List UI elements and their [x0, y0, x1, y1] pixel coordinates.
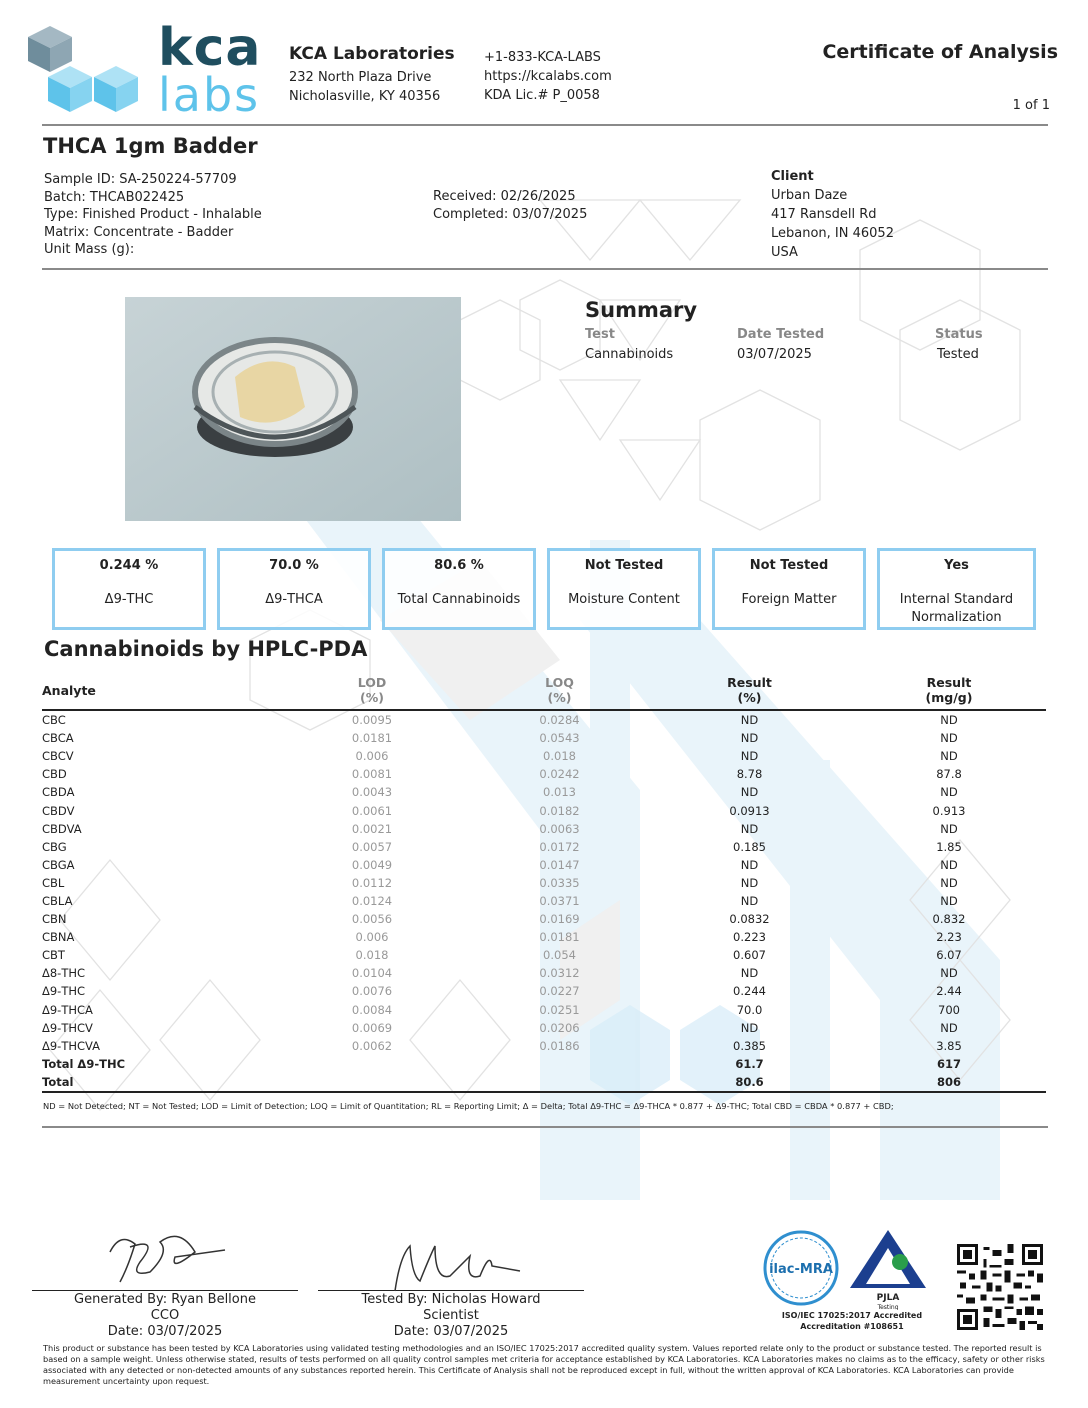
table-row	[42, 874, 1046, 892]
loq-cell: 0.0543	[539, 731, 580, 746]
table-row	[42, 856, 1046, 874]
sample-id: Sample ID: SA-250224-57709	[44, 172, 237, 187]
loq-cell: 0.0251	[539, 1002, 580, 1017]
analyte-cell: CBCV	[42, 749, 74, 764]
result-mg-cell: 1.85	[936, 839, 962, 854]
analyte-cell: CBC	[42, 713, 66, 728]
signer-date: Date: 03/07/2025	[393, 1324, 509, 1339]
result-mg-cell: ND	[940, 731, 958, 746]
accreditation-line1: ISO/IEC 17025:2017 Accredited	[781, 1311, 923, 1320]
analyte-cell: Total	[42, 1074, 74, 1089]
lod-cell: 0.0076	[351, 984, 393, 999]
analyte-cell: Δ9-THCA	[42, 1002, 93, 1017]
result-pct-cell: 0.607	[733, 948, 766, 963]
table-row	[42, 820, 1046, 838]
product-name: THCA 1gm Badder	[43, 134, 258, 158]
footnote-divider	[42, 1126, 1048, 1128]
result-pct-cell: 0.244	[733, 984, 766, 999]
accreditation-line2: Accreditation #108651	[800, 1322, 904, 1331]
result-pct-cell: ND	[740, 713, 759, 728]
result-mg-cell: ND	[940, 713, 958, 728]
result-pct-cell: 0.0913	[729, 803, 770, 818]
result-pct-cell: 0.185	[733, 839, 766, 854]
loq-cell: 0.0284	[539, 713, 580, 728]
loq-cell: 0.054	[543, 948, 576, 963]
sample-divider	[42, 268, 1048, 270]
table-row	[42, 801, 1046, 819]
svg-text:PJLA: PJLA	[876, 1293, 900, 1303]
kca-cubes-logo-icon	[28, 26, 140, 116]
lod-cell: 0.006	[355, 749, 389, 764]
table-header-row	[42, 671, 1046, 710]
key-result-moisture	[547, 548, 701, 630]
summary-date: 03/07/2025	[737, 347, 812, 362]
table-row	[42, 1037, 1046, 1055]
sample-photo	[125, 297, 461, 521]
loq-cell: 0.0172	[539, 839, 580, 854]
result-pct-cell: ND	[740, 857, 759, 872]
cannabinoids-table	[42, 671, 1046, 1093]
lod-cell: 0.0084	[351, 1002, 393, 1017]
loq-cell: 0.0169	[539, 912, 580, 927]
result-pct-cell: ND	[740, 966, 759, 981]
lod-cell: 0.0061	[351, 803, 393, 818]
table-row	[42, 892, 1046, 910]
table-footnote: ND = Not Detected; NT = Not Tested; LOD = Limit of Detection; LOQ = Limit of Quantitation; RL = Reporting Limit; Δ = Delta; Total Δ9-THC = Δ9-THCA * 0.877 + Δ9-THC; Total CBD = CBDA * 0.877 + CBD;	[43, 1101, 894, 1111]
result-mg-cell: ND	[940, 893, 958, 908]
table-row	[42, 910, 1046, 928]
signature-line-1	[32, 1290, 298, 1291]
table-row	[42, 838, 1046, 856]
key-result-foreign-matter	[712, 548, 866, 630]
key-result-label: Δ9-THCA	[265, 592, 323, 607]
result-pct-cell: 8.78	[736, 767, 763, 782]
loq-cell	[472, 1055, 647, 1073]
header-result-mg: Result (mg/g)	[925, 675, 973, 705]
result-mg-cell: ND	[940, 749, 958, 764]
result-pct-cell: 0.385	[733, 1038, 766, 1053]
svg-text:ilac-MRA: ilac-MRA	[769, 1262, 833, 1277]
lod-cell: 0.0095	[351, 713, 393, 728]
analyte-cell: CBL	[42, 875, 65, 890]
analyte-cell: CBT	[42, 948, 65, 963]
analyte-cell: CBDVA	[42, 821, 82, 836]
client-city: Lebanon, IN 46052	[771, 226, 894, 241]
key-result-label: Moisture Content	[568, 592, 680, 607]
result-mg-cell: ND	[940, 875, 958, 890]
result-pct-cell: ND	[740, 749, 759, 764]
loq-cell	[472, 1073, 647, 1092]
key-result-value: Not Tested	[584, 558, 664, 573]
result-pct-cell: ND	[740, 893, 759, 908]
completed-date: Completed: 03/07/2025	[433, 206, 588, 222]
sample-details	[44, 171, 262, 259]
analyte-cell: CBNA	[42, 930, 75, 945]
svg-text:Testing: Testing	[877, 1304, 899, 1310]
key-result-value: 70.0 %	[269, 558, 319, 573]
key-result-d9thca	[217, 548, 371, 630]
ilac-mra-logo-icon	[762, 1229, 840, 1307]
analyte-cell: CBN	[42, 912, 67, 927]
sample-matrix: Matrix: Concentrate - Badder	[44, 224, 234, 240]
result-mg-cell: 6.07	[936, 948, 962, 963]
pjla-logo-icon	[848, 1228, 928, 1310]
lab-license: KDA Lic.# P_0058	[484, 88, 600, 103]
analyte-cell: CBLA	[42, 893, 73, 908]
lod-cell: 0.0124	[351, 893, 393, 908]
loq-cell: 0.0206	[539, 1020, 580, 1035]
table-row	[42, 1019, 1046, 1037]
loq-cell: 0.0182	[539, 803, 580, 818]
signer-name: Tested By: Nicholas Howard	[361, 1292, 541, 1307]
lab-address	[289, 68, 440, 106]
result-mg-cell: ND	[940, 966, 958, 981]
table-row	[42, 964, 1046, 982]
key-result-label: Internal Standard Normalization	[899, 592, 1014, 625]
result-mg-cell: 2.44	[936, 984, 962, 999]
signature-block-1	[32, 1292, 298, 1340]
lab-phone: +1-833-KCA-LABS	[484, 50, 601, 65]
lod-cell: 0.0112	[351, 875, 393, 890]
result-pct-cell: ND	[740, 1020, 759, 1035]
sample-type: Type: Finished Product - Inhalable	[44, 207, 262, 222]
result-pct-cell: 70.0	[736, 1002, 763, 1017]
header-lod: LOD (%)	[357, 675, 387, 705]
disclaimer: This product or substance has been tested by KCA Laboratories using validated testing methodologies and an ISO/IEC 17025:2017 accredited quality system. Values reported relate only to the product or substance tested. The reported result is based on a sample weight. Unless otherwise stated, results of tests performed on all quality control samples met criteria for acceptance established by KCA Laboratories. KCA Laboratories makes no claims as to the efficacy, safety or other risks associated with any detected or non-detected amounts of any substances reported herein. This Certificate of Analysis shall not be reproduced except in full, without the written approval of KCA Laboratories. KCA Laboratories can provide measurement uncertainty upon request.	[43, 1343, 1045, 1386]
key-result-value: 80.6 %	[434, 558, 484, 573]
table-row	[42, 729, 1046, 747]
page-number: 1 of 1	[1012, 98, 1050, 113]
summary-test: Cannabinoids	[585, 347, 674, 362]
result-mg-cell: 0.913	[932, 803, 966, 818]
result-mg-cell: 806	[936, 1074, 961, 1089]
header-loq: LOQ (%)	[545, 675, 574, 705]
summary-col-test: Test	[585, 327, 615, 342]
result-mg-cell: 0.832	[932, 912, 966, 927]
loq-cell: 0.0181	[539, 930, 580, 945]
analyte-cell: Δ9-THC	[42, 984, 86, 999]
sample-dates	[433, 188, 587, 223]
analyte-cell: CBG	[42, 839, 67, 854]
signer-title: Scientist	[423, 1308, 479, 1323]
loq-cell: 0.0242	[539, 767, 580, 782]
lod-cell: 0.0181	[351, 731, 393, 746]
sample-unit-mass: Unit Mass (g):	[44, 242, 135, 257]
lod-cell: 0.0049	[351, 857, 393, 872]
header-result-pct: Result (%)	[727, 675, 772, 705]
lod-cell: 0.018	[355, 948, 389, 963]
signer-date: Date: 03/07/2025	[107, 1324, 223, 1339]
result-pct-cell: 61.7	[735, 1056, 764, 1071]
lod-cell	[272, 1055, 472, 1073]
table-total-row	[42, 1073, 1046, 1092]
table-total-row	[42, 1055, 1046, 1073]
logo-labs-text: labs	[158, 68, 261, 122]
loq-cell: 0.0227	[539, 984, 580, 999]
summary-col-status: Status	[935, 327, 983, 342]
client-street: 417 Ransdell Rd	[771, 207, 877, 222]
client-heading: Client	[771, 169, 814, 184]
result-pct-cell: ND	[740, 785, 759, 800]
lod-cell: 0.0062	[351, 1038, 393, 1053]
table-row	[42, 783, 1046, 801]
table-row	[42, 710, 1046, 729]
lod-cell: 0.0104	[351, 966, 393, 981]
key-result-d9thc	[52, 548, 206, 630]
result-pct-cell: 0.0832	[729, 912, 770, 927]
analyte-cell: CBCA	[42, 731, 74, 746]
lod-cell: 0.0081	[351, 767, 393, 782]
signature-nicholas-howard	[380, 1236, 540, 1296]
summary-status: Tested	[937, 347, 979, 362]
lab-address-line2: Nicholasville, KY 40356	[289, 89, 441, 104]
sample-batch: Batch: THCAB022425	[44, 189, 185, 205]
result-mg-cell: 2.23	[936, 930, 962, 945]
analyte-cell: Δ9-THCVA	[42, 1038, 101, 1053]
result-mg-cell: ND	[940, 1020, 958, 1035]
loq-cell: 0.0371	[539, 893, 580, 908]
table-row	[42, 946, 1046, 964]
result-mg-cell: 3.85	[936, 1038, 962, 1053]
loq-cell: 0.0063	[539, 821, 580, 836]
key-result-total-cannabinoids	[382, 548, 536, 630]
analyte-cell: CBGA	[42, 857, 75, 872]
analyte-cell: CBDV	[42, 803, 75, 818]
analyte-cell: Δ8-THC	[42, 966, 86, 981]
analyte-cell: Δ9-THCV	[42, 1020, 93, 1035]
signature-block-2	[318, 1292, 584, 1340]
key-result-value: 0.244 %	[99, 558, 159, 573]
result-mg-cell: 700	[938, 1002, 960, 1017]
loq-cell: 0.0312	[539, 966, 580, 981]
loq-cell: 0.013	[543, 785, 576, 800]
header-divider	[42, 124, 1048, 126]
lod-cell: 0.0057	[351, 839, 393, 854]
result-mg-cell: 87.8	[936, 767, 962, 782]
result-pct-cell: 80.6	[735, 1074, 764, 1089]
key-result-label: Total Cannabinoids	[397, 592, 521, 607]
header-analyte: Analyte	[42, 682, 96, 698]
lab-contact	[484, 48, 612, 105]
loq-cell: 0.018	[543, 749, 576, 764]
key-result-label: Foreign Matter	[741, 592, 837, 607]
result-mg-cell: ND	[940, 821, 958, 836]
result-pct-cell: ND	[740, 731, 759, 746]
lab-website: https://kcalabs.com	[484, 69, 612, 84]
signer-name: Generated By: Ryan Bellone	[74, 1292, 256, 1307]
summary-col-date: Date Tested	[737, 327, 825, 342]
key-result-value: Not Tested	[749, 558, 829, 573]
client-country: USA	[771, 245, 798, 260]
lod-cell	[272, 1073, 472, 1092]
lab-name: KCA Laboratories	[289, 44, 455, 64]
loq-cell: 0.0335	[539, 875, 580, 890]
received-date: Received: 02/26/2025	[433, 189, 576, 204]
table-row	[42, 982, 1046, 1000]
lod-cell: 0.0021	[351, 821, 393, 836]
result-mg-cell: ND	[940, 785, 958, 800]
result-pct-cell: ND	[740, 875, 759, 890]
table-row	[42, 765, 1046, 783]
signer-title: CCO	[150, 1308, 180, 1323]
loq-cell: 0.0147	[539, 857, 580, 872]
client-block	[771, 167, 894, 262]
key-result-normalization	[877, 548, 1036, 630]
result-pct-cell: ND	[740, 821, 759, 836]
loq-cell: 0.0186	[539, 1038, 580, 1053]
analyte-cell: CBD	[42, 767, 67, 782]
lod-cell: 0.0043	[351, 785, 393, 800]
analyte-cell: CBDA	[42, 785, 75, 800]
client-name: Urban Daze	[771, 188, 848, 203]
lod-cell: 0.0056	[351, 912, 393, 927]
table-row	[42, 747, 1046, 765]
analyte-cell: Total Δ9-THC	[42, 1056, 126, 1071]
result-mg-cell: ND	[940, 857, 958, 872]
summary-heading: Summary	[585, 298, 698, 322]
accreditation-text	[762, 1310, 942, 1332]
key-result-value: Yes	[944, 558, 969, 573]
lab-address-line1: 232 North Plaza Drive	[289, 70, 432, 85]
signature-ryan-bellone	[100, 1222, 240, 1288]
doc-title: Certificate of Analysis	[822, 41, 1058, 63]
lod-cell: 0.0069	[351, 1020, 393, 1035]
table-row	[42, 1001, 1046, 1019]
result-pct-cell: 0.223	[733, 930, 766, 945]
lod-cell: 0.006	[355, 930, 389, 945]
cannabinoids-heading: Cannabinoids by HPLC-PDA	[44, 637, 368, 661]
table-row	[42, 928, 1046, 946]
result-mg-cell: 617	[936, 1056, 961, 1071]
logo-kca-text: kca	[158, 18, 262, 78]
key-result-label: Δ9-THC	[104, 592, 154, 607]
qr-code-icon[interactable]	[957, 1244, 1043, 1330]
